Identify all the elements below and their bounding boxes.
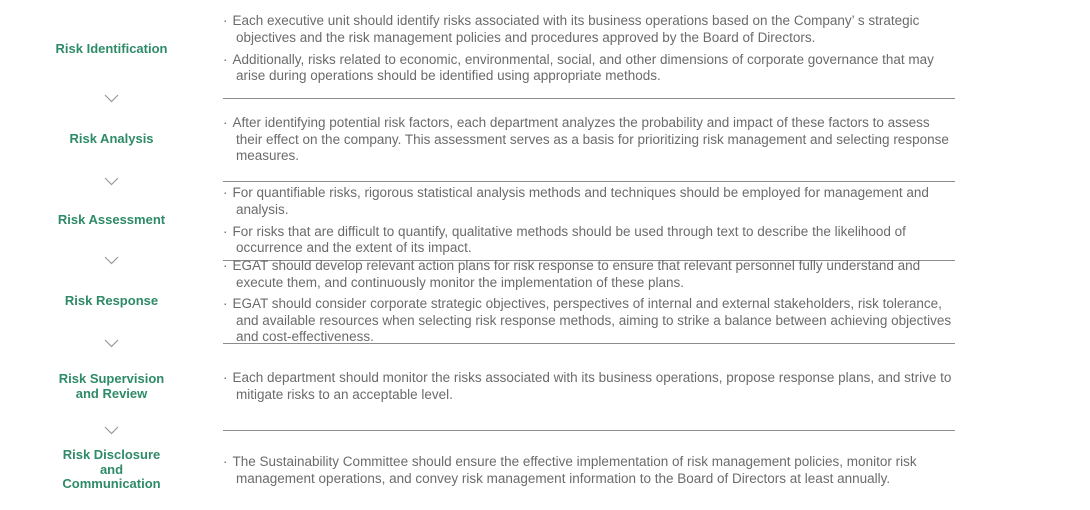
chevron-down-icon <box>0 94 223 103</box>
bullet-icon: · <box>223 115 228 131</box>
bullet-icon: · <box>223 258 228 274</box>
bullet-icon: · <box>223 51 228 67</box>
step-label: Risk Disclosure and Communication <box>62 447 161 492</box>
bullet-icon: · <box>223 185 228 201</box>
bullet-item <box>223 185 955 218</box>
bullet-text: Each executive unit should identify risks associated with its business operations based on the Company’ s strategic objectives and the risk management policies and procedures approved by the Board of Directors. <box>232 13 920 45</box>
bullet-item <box>223 52 955 85</box>
bullet-text: EGAT should develop relevant action plans for risk response to ensure that relevant personnel fully understand and execute them, and continuously monitor the implementation of these plans. <box>232 258 921 290</box>
step-label: Risk Supervision and Review <box>58 370 165 401</box>
bullet-text: Additionally, risks related to economic, environmental, social, and other dimensions of corporate governance that may arise during operations should be identified using appropriate methods. <box>232 51 934 84</box>
bullet-text: The Sustainability Committee should ensure the effective implementation of risk management policies, monitor risk management operations, and convey risk management information to the Board of Directors at least annually. <box>232 453 917 486</box>
step-label-col <box>0 260 223 343</box>
bullet-item <box>223 296 955 346</box>
bullet-icon: · <box>223 370 228 386</box>
process-row <box>0 343 1090 430</box>
step-label-col <box>0 430 223 510</box>
step-label: Risk Assessment <box>57 212 166 228</box>
chevron-down-icon <box>0 256 223 265</box>
step-label: Risk Identification <box>55 40 168 56</box>
process-row <box>0 260 1090 343</box>
bullet-icon: · <box>223 223 228 239</box>
process-row <box>0 98 1090 181</box>
step-content <box>223 260 955 343</box>
step-content <box>223 181 955 260</box>
step-content <box>223 430 955 510</box>
chevron-down-icon <box>0 177 223 186</box>
step-label-col <box>0 0 223 98</box>
bullet-text: Each department should monitor the risks associated with its business operations, propose response plans, and strive to mitigate risks to an acceptable level. <box>232 370 952 402</box>
chevron-down-icon <box>0 339 223 348</box>
bullet-icon: · <box>223 296 228 312</box>
bullet-icon: · <box>223 453 228 469</box>
process-row <box>0 430 1090 510</box>
step-label: Risk Analysis <box>69 131 154 147</box>
bullet-text: EGAT should consider corporate strategic objectives, perspectives of internal and external stakeholders, risk tolerance, and available resources when selecting risk response methods, aiming to strike a balance between achieving objectives and cost-effectiveness. <box>232 296 952 345</box>
step-content <box>223 0 955 98</box>
process-row <box>0 0 1090 98</box>
step-label-col <box>0 343 223 430</box>
step-label-col <box>0 98 223 181</box>
bullet-text: For risks that are difficult to quantify, qualitative methods should be used through text to describe the likelihood of occurrence and the extent of its impact. <box>232 223 906 256</box>
bullet-item <box>223 13 955 46</box>
bullet-text: After identifying potential risk factors, each department analyzes the probability and impact of these factors to assess their effect on the company. This assessment serves as a basis for prioritizing risk management and selecting response measures. <box>232 115 949 164</box>
bullet-icon: · <box>223 13 228 29</box>
bullet-item <box>223 370 955 403</box>
bullet-item <box>223 115 955 165</box>
step-content <box>223 98 955 181</box>
bullet-text: For quantifiable risks, rigorous statistical analysis methods and techniques should be employed for management and analysis. <box>232 185 929 217</box>
bullet-item <box>223 454 955 487</box>
step-label: Risk Response <box>64 293 159 309</box>
step-label-col <box>0 181 223 260</box>
bullet-item <box>223 224 955 257</box>
bullet-item <box>223 258 955 291</box>
process-row <box>0 181 1090 260</box>
chevron-down-icon <box>0 426 223 435</box>
step-content <box>223 343 955 430</box>
